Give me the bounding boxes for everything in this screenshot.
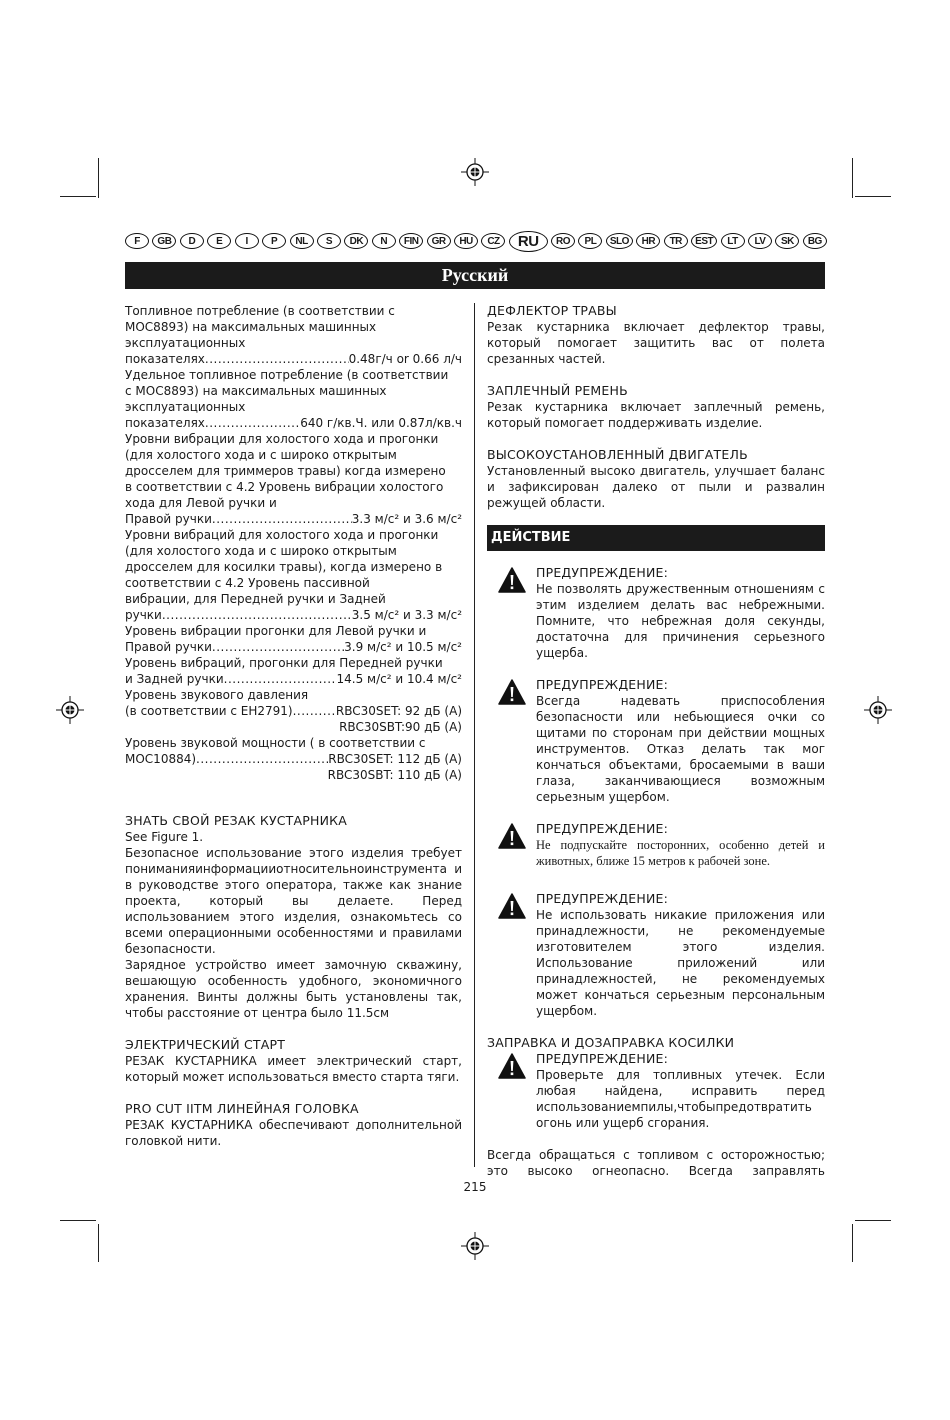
spec-line bbox=[125, 463, 462, 479]
section-heading: ДЕФЛЕКТОР ТРАВЫ bbox=[487, 303, 617, 318]
spec-label: Правой ручки bbox=[125, 512, 212, 526]
warning-icon bbox=[498, 679, 526, 705]
page-number: 215 bbox=[463, 1180, 487, 1194]
spec-line bbox=[125, 303, 462, 319]
warning-title: ПРЕДУПРЕЖДЕНИЕ: bbox=[536, 565, 669, 580]
language-n: N bbox=[372, 233, 396, 249]
language-f: F bbox=[125, 233, 149, 249]
spec-label: дросселем для триммеров травы) когда измерено bbox=[125, 464, 446, 478]
paragraph: Всегда обращаться с топливом с осторожностью; это высоко огнеопасно. Всегда заправлять bbox=[487, 1148, 825, 1178]
spacer bbox=[487, 805, 825, 821]
paragraph: Резак кустарника включает дефлектор травы, который помогает защитить вас от полета срезанных частей. bbox=[487, 320, 825, 366]
crop-mark bbox=[852, 158, 853, 198]
spec-label: хода для Левой ручки и bbox=[125, 496, 277, 510]
spec-value: 14.5 м/с² и 10.4 м/с² bbox=[336, 672, 462, 686]
spec-line bbox=[125, 383, 462, 399]
crop-mark bbox=[852, 1224, 853, 1262]
spec-label: вибрации, для Передней ручки и Задней bbox=[125, 592, 386, 606]
spec-line bbox=[125, 495, 462, 511]
spec-line bbox=[125, 623, 462, 639]
dot-leader bbox=[293, 703, 336, 719]
spec-line bbox=[125, 735, 462, 751]
spec-label: (для холостого хода и с широко открытым bbox=[125, 448, 397, 462]
warning-title: ПРЕДУПРЕЖДЕНИЕ: bbox=[536, 891, 669, 906]
warning-block bbox=[487, 1051, 825, 1131]
spec-label: Уровни вибраций для холостого хода и прогонки bbox=[125, 528, 439, 542]
crop-mark bbox=[98, 158, 99, 198]
language-est: EST bbox=[691, 233, 717, 249]
dot-leader bbox=[212, 639, 344, 655]
crop-mark bbox=[60, 196, 96, 197]
spec-line bbox=[125, 607, 462, 623]
warning-text: Не подпускайте посторонних, особенно детей и животных, ближе 15 метров к рабочей зоне. bbox=[536, 838, 825, 868]
spacer bbox=[487, 869, 825, 891]
spec-line bbox=[125, 399, 462, 415]
spec-value: RBC30SET: 92 дБ (A) bbox=[335, 704, 462, 718]
spec-label: (для холостого хода и с широко открытым bbox=[125, 544, 397, 558]
section-heading: PRO CUT IITM ЛИНЕЙНАЯ ГОЛОВКА bbox=[125, 1101, 359, 1116]
spec-line bbox=[125, 767, 462, 783]
warning-title: ПРЕДУПРЕЖДЕНИЕ: bbox=[536, 821, 669, 836]
language-nl: NL bbox=[290, 233, 314, 249]
spec-line bbox=[125, 575, 462, 591]
spec-label: Уровень звуковой мощности ( в соответствии с bbox=[125, 736, 426, 750]
spec-line bbox=[125, 751, 462, 767]
spec-label: Удельное топливное потребление (в соответствии bbox=[125, 368, 449, 382]
column-divider bbox=[474, 303, 475, 1167]
registration-mark-icon bbox=[56, 696, 84, 724]
section-heading: ЗНАТЬ СВОЙ РЕЗАК КУСТАРНИКА bbox=[125, 813, 347, 828]
spec-line bbox=[125, 559, 462, 575]
spec-line bbox=[125, 527, 462, 543]
language-p: P bbox=[262, 233, 286, 249]
spec-line bbox=[125, 639, 462, 655]
language-ro: RO bbox=[551, 233, 575, 249]
language-slo: SLO bbox=[606, 233, 633, 249]
warning-icon bbox=[498, 823, 526, 849]
spec-line bbox=[125, 591, 462, 607]
warning-icon bbox=[498, 567, 526, 593]
spec-value: 3.5 м/с² и 3.3 м/с² bbox=[351, 608, 462, 622]
section-heading: ВЫСОКОУСТАНОВЛЕННЫЙ ДВИГАТЕЛЬ bbox=[487, 447, 748, 462]
warning-icon bbox=[498, 893, 526, 919]
crop-mark bbox=[98, 1224, 99, 1262]
language-ru: RU bbox=[509, 231, 548, 252]
spec-line bbox=[125, 479, 462, 495]
language-tr: TR bbox=[664, 233, 688, 249]
spec-label: и Задней ручки bbox=[125, 672, 224, 686]
spec-line bbox=[125, 447, 462, 463]
dot-leader bbox=[205, 351, 349, 367]
spec-label: эксплуатационных bbox=[125, 400, 246, 414]
warning-title: ПРЕДУПРЕЖДЕНИЕ: bbox=[536, 1051, 669, 1066]
language-gb: GB bbox=[152, 233, 176, 249]
spec-value: RBC30SBT:90 дБ (A) bbox=[339, 720, 462, 734]
spacer bbox=[487, 661, 825, 677]
language-cz: CZ bbox=[481, 233, 505, 249]
section-heading: ЗАПРАВКА И ДОЗАПРАВКА КОСИЛКИ bbox=[487, 1035, 735, 1050]
spec-label: МОС8893) на максимальных машинных bbox=[125, 320, 377, 334]
registration-mark-icon bbox=[461, 158, 489, 186]
language-fin: FIN bbox=[399, 233, 423, 249]
spec-line bbox=[125, 319, 462, 335]
warning-block bbox=[487, 891, 825, 1019]
spec-value: 3.9 м/с² и 10.5 м/с² bbox=[344, 640, 462, 654]
warning-text: Не позволять дружественным отношениям с этим изделием делать вас небрежными. Помните, что небрежная доля секунды, достаточна для причинения серьезного ущерба. bbox=[536, 582, 825, 660]
spec-value: 640 г/кв.Ч. или 0.87л/кв.ч bbox=[300, 416, 462, 430]
spec-line bbox=[125, 415, 462, 431]
language-pl: PL bbox=[578, 233, 602, 249]
section-heading: ЗАПЛЕЧНЫЙ РЕМЕНЬ bbox=[487, 383, 628, 398]
paragraph: Безопасное использование этого изделия требует пониманияинформацииотносительноинструмента и в руководстве этого оператора, также как знание проекта, который вы делаете. Перед использованием этого изделия, ознакомьтесь со всеми операционными особенностями и правилами безопасности. bbox=[125, 846, 462, 956]
spec-label: Уровни вибрации для холостого хода и прогонки bbox=[125, 432, 439, 446]
spec-label: Уровень вибраций, прогонки для Передней ручки bbox=[125, 656, 443, 670]
paragraph: Резак кустарника включает заплечный ремень, который помогает поддерживать изделие. bbox=[487, 400, 825, 430]
spacer bbox=[487, 1019, 825, 1035]
warning-block bbox=[487, 565, 825, 661]
paragraph: Зарядное устройство имеет замочную скважину, вешающую особенность удобного, экономичного хранения. Винты должны быть установлены так, чтобы расстояние от центра было 11.5см bbox=[125, 958, 462, 1020]
spec-label: показателях bbox=[125, 352, 205, 366]
right-column bbox=[487, 303, 825, 1179]
language-d: D bbox=[180, 233, 204, 249]
language-hr: HR bbox=[636, 233, 660, 249]
dot-leader bbox=[162, 607, 352, 623]
spec-line bbox=[125, 367, 462, 383]
spec-label: с МОС8893) на максимальных машинных bbox=[125, 384, 387, 398]
language-s: S bbox=[317, 233, 341, 249]
paragraph: РЕЗАК КУСТАРНИКА имеет электрический старт, который может использоваться вместо старта тяги. bbox=[125, 1054, 462, 1084]
spec-line bbox=[125, 671, 462, 687]
spec-line bbox=[125, 703, 462, 719]
dot-leader bbox=[205, 415, 300, 431]
dot-leader bbox=[212, 511, 352, 527]
crop-mark bbox=[855, 1220, 891, 1221]
warning-title: ПРЕДУПРЕЖДЕНИЕ: bbox=[536, 677, 669, 692]
specifications-list bbox=[125, 303, 462, 783]
spec-line bbox=[125, 687, 462, 703]
paragraph: РЕЗАК КУСТАРНИКА обеспечивают дополнительной головкой нити. bbox=[125, 1118, 462, 1148]
spec-value: RBC30SET: 112 дБ (A) bbox=[328, 752, 462, 766]
spec-value: RBC30SBT: 110 дБ (A) bbox=[327, 768, 462, 782]
warning-text: Не использовать никакие приложения или принадлежности, не рекомендуемые изготовителем этого изделия. Использование приложений или принадлежностей, не рекомендуемых может кончаться серьезным персональным ущербом. bbox=[536, 908, 825, 1018]
registration-mark-icon bbox=[461, 1232, 489, 1260]
spec-line bbox=[125, 351, 462, 367]
spec-line bbox=[125, 335, 462, 351]
warning-icon bbox=[498, 1053, 526, 1079]
spec-value: 0.48г/ч or 0.66 л/ч bbox=[348, 352, 462, 366]
dot-leader bbox=[224, 671, 337, 687]
language-dk: DK bbox=[344, 233, 368, 249]
language-selector bbox=[125, 231, 827, 251]
language-lt: LT bbox=[721, 233, 745, 249]
language-gr: GR bbox=[427, 233, 451, 249]
dot-leader bbox=[196, 751, 328, 767]
warning-text: Проверьте для топливных утечек. Если любая найдена, исправить перед использованиемпилы,чтобыпредотвратить огонь или ущерб сгорания. bbox=[536, 1068, 825, 1130]
spec-label: в соответствии с 4.2 Уровень вибрации холостого bbox=[125, 480, 444, 494]
language-lv: LV bbox=[748, 233, 772, 249]
language-e: E bbox=[207, 233, 231, 249]
language-sk: SK bbox=[775, 233, 799, 249]
spec-label: Топливное потребление (в соответствии с bbox=[125, 304, 395, 318]
spec-label: показателях bbox=[125, 416, 205, 430]
crop-mark bbox=[855, 196, 891, 197]
language-hu: HU bbox=[454, 233, 478, 249]
spec-label: Правой ручки bbox=[125, 640, 212, 654]
section-bar-operation: ДЕЙСТВИЕ bbox=[487, 525, 825, 551]
spec-label: соответствии с 4.2 Уровень пассивной bbox=[125, 576, 370, 590]
spec-label: эксплуатационных bbox=[125, 336, 246, 350]
warning-block bbox=[487, 677, 825, 805]
spec-line bbox=[125, 511, 462, 527]
spec-label: Уровень звукового давления bbox=[125, 688, 309, 702]
page-title: Русский bbox=[125, 262, 825, 289]
spec-line bbox=[125, 719, 462, 735]
spec-line bbox=[125, 655, 462, 671]
spec-label: (в соответствии с ЕН2791) bbox=[125, 704, 293, 718]
spec-value: 3.3 м/с² и 3.6 м/с² bbox=[351, 512, 462, 526]
see-figure-text: See Figure 1. bbox=[125, 830, 204, 844]
language-i: I bbox=[235, 233, 259, 249]
spec-label: Уровень вибрации прогонки для Левой ручки и bbox=[125, 624, 427, 638]
warnings-list bbox=[487, 565, 825, 1035]
warning-block bbox=[487, 821, 825, 869]
spec-label: дросселем для косилки травы), когда измерено в bbox=[125, 560, 443, 574]
spec-label: МОС10884) bbox=[125, 752, 197, 766]
registration-mark-icon bbox=[864, 696, 892, 724]
spec-label: ручки bbox=[125, 608, 162, 622]
warning-text: Всегда надевать приспособления безопасности или небьющиеся очки со щитами по сторонам при действии мощных инструментов. Отказ делать так мог кончаться объектами, бросаемыми в ваши глаза, заканчивающиеся возможным серьезным ущербом. bbox=[536, 694, 825, 804]
section-heading: ЭЛЕКТРИЧЕСКИЙ СТАРТ bbox=[125, 1037, 286, 1052]
spec-line bbox=[125, 543, 462, 559]
spec-line bbox=[125, 431, 462, 447]
crop-mark bbox=[60, 1220, 96, 1221]
language-bg: BG bbox=[803, 233, 827, 249]
paragraph: Установленный высоко двигатель, улучшает баланс и зафиксирован далеко от пыли и развалин режущей области. bbox=[487, 464, 825, 510]
left-column bbox=[125, 303, 462, 1149]
